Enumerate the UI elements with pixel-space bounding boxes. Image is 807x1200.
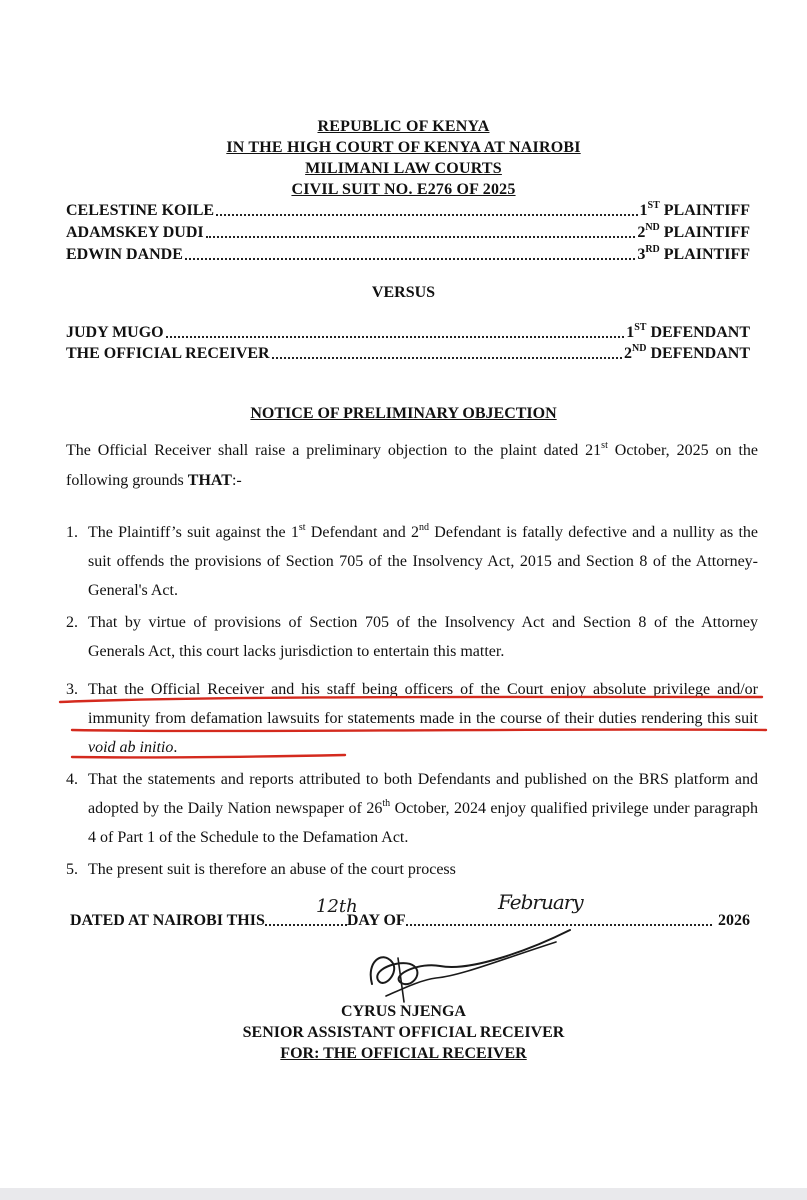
signatory-for: FOR: THE OFFICIAL RECEIVER <box>280 1045 527 1062</box>
handwritten-month: February <box>498 890 583 914</box>
ground-number: 1. <box>66 524 78 541</box>
ground-number: 4. <box>66 771 78 788</box>
ground-text: The Plaintiff’s suit against the 1st Defendant and 2nd Defendant is fatally defective and a nullity as the suit offends the provisions of Section 705 of the Insolvency Act, 2015 and Section 8 of the Attorney-General's Act. <box>88 521 759 599</box>
notice-title: NOTICE OF PRELIMINARY OBJECTION <box>250 405 557 422</box>
ground-number: 3. <box>66 681 78 698</box>
header-law-courts: MILIMANI LAW COURTS <box>305 160 502 177</box>
party-role: 1ST PLAINTIFF <box>639 199 750 219</box>
party-role: 1ST DEFENDANT <box>626 321 750 341</box>
bottom-strip <box>0 1188 807 1200</box>
ground-text: That the statements and reports attributed to both Defendants and published on the BRS platform and adopted by the Daily Nation newspaper of 26th October, 2024 enjoy qualified privilege under paragraph 4 of Part 1 of the Schedule to the Defamation Act. <box>88 771 759 846</box>
party-role: 2ND PLAINTIFF <box>637 221 750 241</box>
header-case-number: CIVIL SUIT NO. E276 OF 2025 <box>291 181 516 198</box>
dated-prefix: DATED AT NAIROBI THIS <box>70 912 265 929</box>
party-role: 2ND DEFENDANT <box>623 342 750 362</box>
ground-number: 2. <box>66 614 78 631</box>
party-name: THE OFFICIAL RECEIVER <box>66 345 270 362</box>
intro-paragraph: The Official Receiver shall raise a preliminary objection to the plaint dated 21st October, 2025 on the following grounds THAT:- <box>66 439 759 489</box>
header-court: IN THE HIGH COURT OF KENYA AT NAIROBI <box>226 139 581 156</box>
ground-number: 5. <box>66 861 78 878</box>
handwritten-day: 12th <box>316 896 358 917</box>
party-name: CELESTINE KOILE <box>66 202 215 219</box>
ground-text: That the Official Receiver and his staff being officers of the Court enjoy absolute privilege and/or immunity from defamation lawsuits for statements made in the course of their duties rendering this suit void ab initio. <box>88 681 758 756</box>
header-republic: REPUBLIC OF KENYA <box>317 118 490 135</box>
ground-text: That by virtue of provisions of Section 705 of the Insolvency Act and Section 8 of the Attorney Generals Act, this court lacks jurisdiction to entertain this matter. <box>88 614 758 660</box>
dated-year: 2026 <box>718 912 750 929</box>
party-role: 3RD PLAINTIFF <box>637 243 750 263</box>
signatory-title: SENIOR ASSISTANT OFFICIAL RECEIVER <box>242 1024 565 1041</box>
dated-day-of: DAY OF <box>346 912 406 929</box>
versus-label: VERSUS <box>371 284 436 301</box>
party-name: JUDY MUGO <box>66 324 164 341</box>
party-name: ADAMSKEY DUDI <box>66 224 204 241</box>
party-name: EDWIN DANDE <box>66 246 183 263</box>
signatory-name: CYRUS NJENGA <box>341 1003 466 1020</box>
ground-text: The present suit is therefore an abuse of the court process <box>88 861 456 878</box>
